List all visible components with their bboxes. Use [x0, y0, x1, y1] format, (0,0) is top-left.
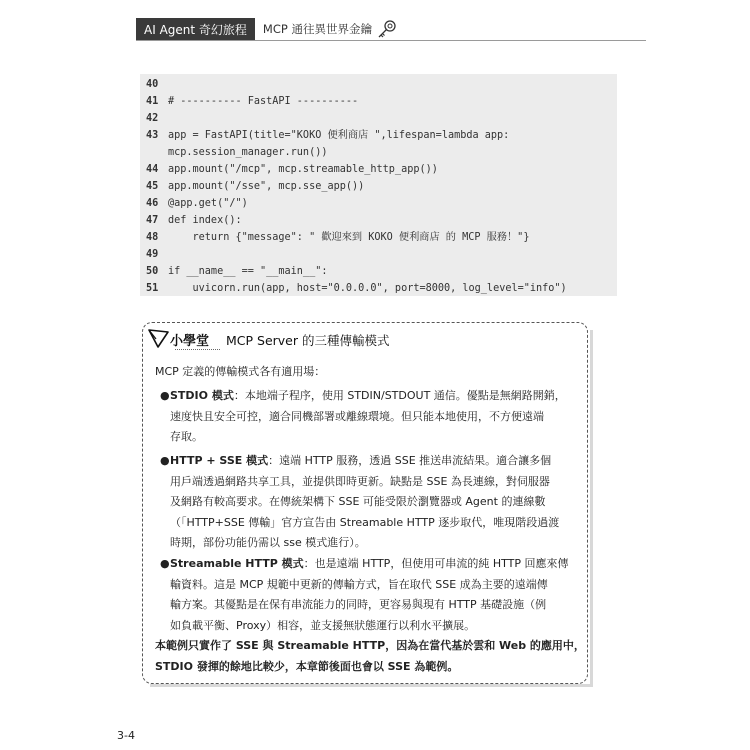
bullet-http-sse: [170, 451, 590, 554]
bullet-streamable-http: [170, 554, 590, 636]
book-title: AI Agent 奇幻旅程: [136, 18, 255, 40]
bullet-title: STDIO 模式: [170, 389, 234, 402]
tip-label: 小學堂: [170, 334, 210, 349]
bullet-title: Streamable HTTP 模式: [170, 557, 304, 570]
bullet-title: HTTP + SSE 模式: [170, 454, 269, 467]
code-line: 48 return {"message": " 歡迎來到 KOKO 便利商店 的 MCP 服務！"}: [146, 232, 530, 243]
code-line: 49: [146, 249, 159, 260]
code-line: 45 app.mount("/sse", mcp.sse_app()): [146, 181, 365, 192]
bullet-text: 及網路有較高要求。在傳統架構下 SSE 可能受限於瀏覽器或 Agent 的連線數: [170, 495, 546, 508]
pennant-icon: [146, 325, 172, 351]
tip-heading: MCP Server 的三種傳輸模式: [226, 333, 390, 348]
tip-intro: MCP 定義的傳輸模式各有適用場：: [155, 365, 326, 378]
bullet-text: 如負載平衡、Proxy）相容，並支援無狀態運行以利水平擴展。: [170, 618, 476, 632]
bullet-text: ：本地端子程序，使用 STDIN/STDOUT 通信。優點是無網路開銷，: [233, 389, 566, 402]
bullet-text: 輸資料。這是 MCP 規範中更新的傳輸方式，旨在取代 SSE 成為主要的遠端傳: [170, 577, 548, 591]
tip-label-underline: [175, 349, 220, 350]
bullet-text: 存取。: [170, 430, 203, 443]
tip-box-shadow: [590, 330, 593, 686]
chapter-title: MCP 通往異世界金鑰: [262, 22, 372, 36]
bullet-text: 時期，部份功能仍需以 sse 模式進行）。: [170, 536, 366, 549]
header-rule: [136, 40, 646, 41]
key-icon: [376, 18, 398, 40]
bullet-dot: ●: [160, 557, 170, 570]
code-line: 40: [146, 79, 159, 90]
tip-conclusion: [155, 636, 585, 677]
bullet-text: 用戶端透過網路共享工具，並提供即時更新。缺點是 SSE 為長連線，對伺服器: [170, 474, 550, 488]
code-line: 47 def index():: [146, 215, 242, 226]
tip-box-shadow: [150, 684, 593, 687]
code-line: 42: [146, 113, 159, 124]
code-line: 41 # ---------- FastAPI ----------: [146, 96, 359, 107]
bullet-text: ：遠端 HTTP 服務，透過 SSE 推送串流結果。適合讓多個: [268, 454, 552, 467]
code-block: [140, 74, 617, 296]
bullet-text: ：也是遠端 HTTP，但使用可串流的純 HTTP 回應來傳: [303, 557, 569, 570]
conclusion-line: STDIO 發揮的餘地比較少，本章節後面也會以 SSE 為範例。: [155, 659, 459, 673]
page-number: 3-4: [117, 729, 135, 742]
code-line: 50 if __name__ == "__main__":: [146, 266, 328, 277]
bullet-dot: ●: [160, 454, 170, 467]
code-line: 46 @app.get("/"): [146, 198, 248, 209]
code-line: 44 app.mount("/mcp", mcp.streamable_http_app()): [146, 164, 438, 175]
conclusion-line: 本範例只實作了 SSE 與 Streamable HTTP，因為在當代基於雲和 Web 的應用中，: [155, 639, 585, 652]
code-line: 43 app = FastAPI(title="KOKO 便利商店 ",lifespan=lambda app:: [146, 130, 510, 141]
bullet-text: 速度快且安全可控，適合同機部署或離線環境。但只能本地使用，不方便遠端: [170, 409, 544, 423]
code-line: mcp.session_manager.run()): [168, 147, 328, 158]
running-header: [136, 18, 398, 40]
code-line: 51 uvicorn.run(app, host="0.0.0.0", port=8000, log_level="info"): [146, 283, 567, 294]
bullet-stdio: [170, 386, 590, 448]
bullet-dot: ●: [160, 389, 170, 402]
bullet-text: （「HTTP+SSE 傳輸」官方宣告由 Streamable HTTP 逐步取代，唯現階段過渡: [170, 515, 560, 529]
bullet-text: 輸方案。其優點是在保有串流能力的同時，更容易與現有 HTTP 基礎設施（例: [170, 598, 547, 611]
